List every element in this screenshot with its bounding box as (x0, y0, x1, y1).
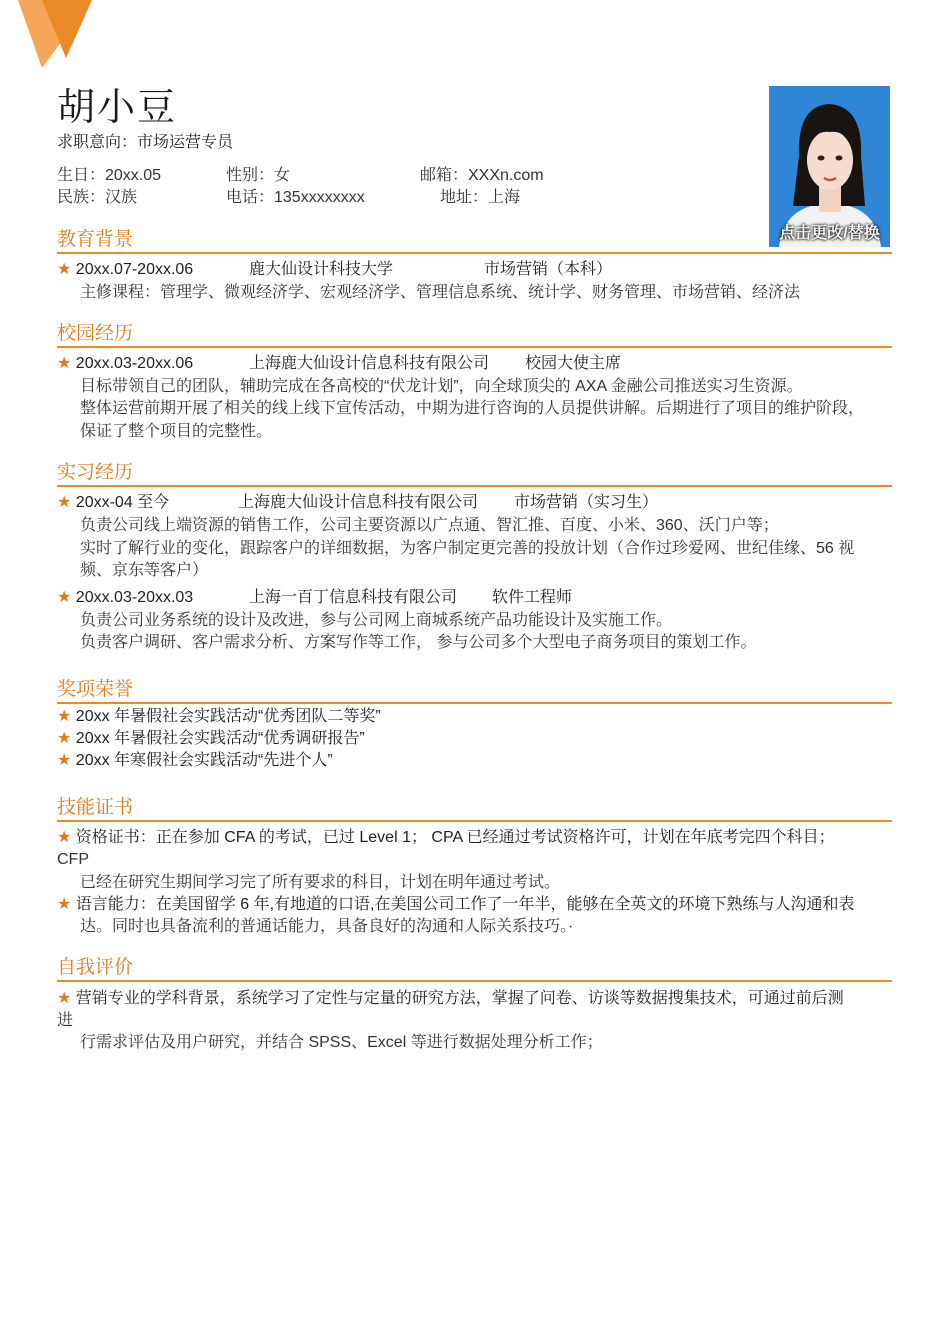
section-title-self: 自我评价 (57, 957, 134, 978)
job-intent: 求职意向：市场运营专员 (57, 134, 234, 151)
info-address: 地址：上海 (440, 189, 521, 206)
education-school: 鹿大仙设计科技大学 (249, 261, 394, 278)
corner-decoration (0, 0, 110, 80)
campus-period: 20xx.03-20xx.06 (75, 355, 194, 372)
award-text: 20xx 年暑假社会实践活动“优秀团队二等奖” (75, 708, 381, 725)
education-major: 市场营销（本科） (484, 261, 613, 278)
award-item (57, 706, 381, 728)
skill-language-text: 语言能力：在美国留学 6 年,有地道的口语,在美国公司工作了一年半，能够在全英文的环境下熟练与人沟通和表 (75, 896, 855, 913)
skill-language-line: 达。同时也具备流利的普通话能力，具备良好的沟通和人际关系技巧。· (80, 918, 574, 935)
award-item (57, 750, 333, 772)
photo-replace-caption[interactable]: 点击更改/替换 (779, 225, 880, 242)
education-period: 20xx.07-20xx.06 (75, 261, 194, 278)
internship-line: 实时了解行业的变化，跟踪客户的详细数据，为客户制定更完善的投放计划（合作过珍爱网、世纪佳缘、56 视 (80, 540, 855, 557)
internship-company: 上海一百丁信息科技有限公司 (249, 589, 458, 606)
section-title-education: 教育背景 (57, 229, 134, 250)
section-divider (57, 980, 892, 982)
skill-cert (57, 827, 835, 849)
skill-cert-line: 已经在研究生期间学习完了所有要求的科目，计划在明年通过考试。 (80, 874, 561, 891)
skill-cert-text: 资格证书：正在参加 CFA 的考试，已过 Level 1； CPA 已经通过考试资格许可，计划在年底考完四个科目； (75, 829, 835, 846)
internship-line: 负责公司线上端资源的销售工作，公司主要资源以广点通、智汇推、百度、小米、360、沃门户等； (80, 517, 779, 534)
star-icon: ★ (57, 261, 72, 278)
award-text: 20xx 年暑假社会实践活动“优秀调研报告” (75, 730, 365, 747)
info-email: 邮箱：XXXn.com (420, 167, 544, 184)
info-phone: 电话：135xxxxxxxx (226, 189, 365, 206)
internship-period: 20xx-04 至今 (75, 494, 170, 511)
star-icon: ★ (57, 708, 72, 725)
profile-photo[interactable] (769, 86, 890, 247)
section-divider (57, 702, 892, 704)
internship-company: 上海鹿大仙设计信息科技有限公司 (238, 494, 479, 511)
section-divider (57, 346, 892, 348)
star-icon: ★ (57, 990, 72, 1007)
campus-entry (57, 353, 193, 375)
campus-role: 校园大使主席 (525, 355, 622, 372)
campus-line: 整体运营前期开展了相关的线上线下宣传活动，中期为进行咨询的人员提供讲解。后期进行了项目的维护阶段， (80, 400, 865, 417)
skill-language (57, 894, 854, 916)
candidate-name: 胡小豆 (57, 87, 178, 129)
star-icon: ★ (57, 896, 72, 913)
campus-line: 保证了整个项目的完整性。 (80, 423, 273, 440)
section-divider (57, 485, 892, 487)
self-evaluation (57, 988, 844, 1010)
info-birth: 生日：20xx.05 (57, 167, 162, 184)
education-courses: 主修课程：管理学、微观经济学、宏观经济学、管理信息系统、统计学、财务管理、市场营销、经济法 (80, 284, 801, 301)
internship-line: 频、京东等客户） (80, 562, 209, 579)
star-icon: ★ (57, 730, 72, 747)
self-evaluation-line: 行需求评估及用户研究，并结合 SPSS、Excel 等进行数据处理分析工作； (80, 1034, 603, 1051)
education-entry (57, 259, 193, 281)
internship-role: 软件工程师 (492, 589, 573, 606)
section-title-internship: 实习经历 (57, 462, 134, 483)
star-icon: ★ (57, 589, 72, 606)
award-text: 20xx 年寒假社会实践活动“先进个人” (75, 752, 333, 769)
info-ethnicity: 民族：汉族 (57, 189, 138, 206)
internship-line: 负责公司业务系统的设计及改进，参与公司网上商城系统产品功能设计及实施工作。 (80, 612, 673, 629)
skill-cert-line: CFP (57, 851, 89, 868)
internship-entry (57, 492, 169, 514)
internship-line: 负责客户调研、客户需求分析、方案写作等工作， 参与公司多个大型电子商务项目的策划工作。 (80, 634, 757, 651)
section-divider (57, 820, 892, 822)
internship-role: 市场营销（实习生） (514, 494, 659, 511)
award-item (57, 728, 365, 750)
self-evaluation-text: 营销专业的学科背景，系统学习了定性与定量的研究方法，掌握了问卷、访谈等数据搜集技术，可通过前后测 (75, 990, 844, 1007)
section-divider (57, 252, 892, 254)
internship-period: 20xx.03-20xx.03 (75, 589, 194, 606)
section-title-awards: 奖项荣誉 (57, 679, 134, 700)
campus-line: 目标带领自己的团队，辅助完成在各高校的“伏龙计划”，向全球顶尖的 AXA 金融公司推送实习生资源。 (80, 378, 803, 395)
section-title-skills: 技能证书 (57, 797, 134, 818)
self-evaluation-line: 进 (57, 1012, 74, 1029)
campus-company: 上海鹿大仙设计信息科技有限公司 (249, 355, 490, 372)
star-icon: ★ (57, 752, 72, 769)
section-title-campus: 校园经历 (57, 323, 134, 344)
star-icon: ★ (57, 494, 72, 511)
star-icon: ★ (57, 829, 72, 846)
star-icon: ★ (57, 355, 72, 372)
internship-entry (57, 587, 193, 609)
info-gender: 性别：女 (226, 167, 291, 184)
